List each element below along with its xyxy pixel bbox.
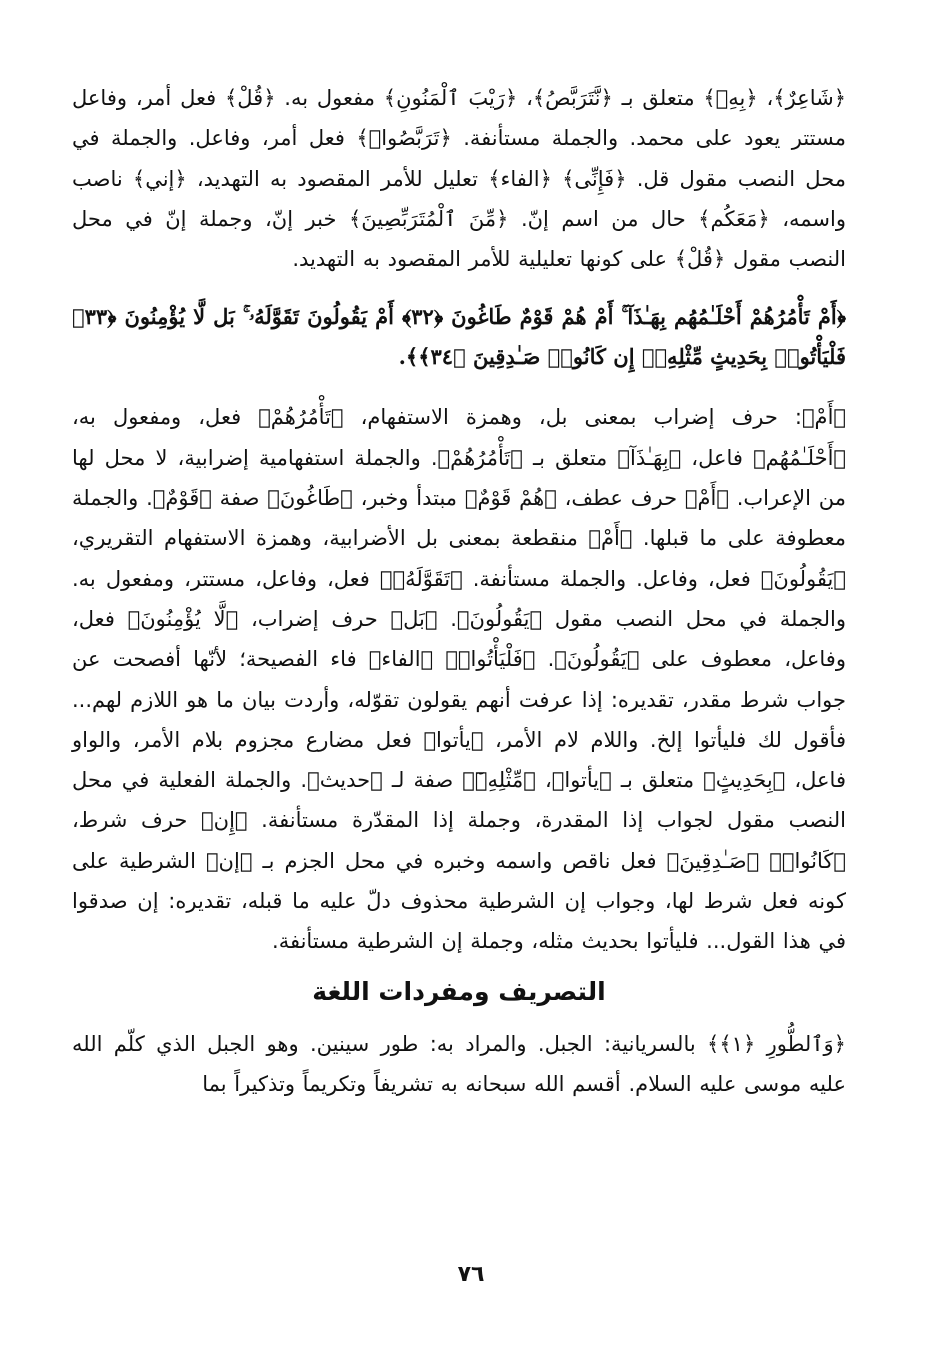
section-heading: التصريف ومفردات اللغة xyxy=(312,976,606,1006)
grammar-paragraph-2: ﴿أَمْ﴾: حرف إضراب بمعنى بل، وهمزة الاستفهام، ﴿تَأْمُرُهُمْ﴾ فعل، ومفعول به، ﴿أَحْلَـٰمُهُم﴾ فاعل، ﴿بِهَـٰذَآ﴾ متعلق بـ ﴿تَأْمُرُهُمْ﴾. والجملة استفهامية إضرابية، لا محل لها من الإعراب. ﴿أَمْ﴾ حرف عطف، ﴿هُمْ قَوْمٌ﴾ مبتدأ وخبر، ﴿طَاغُونَ﴾ صفة ﴿قَوْمٌ﴾. والجملة معطوفة على ما قبلها. ﴿أَمْ﴾ منقطعة بمعنى بل الأضرابية، وهمزة الاستفهام التقريري، ﴿يَقُولُونَ﴾ فعل، وفاعل. والجملة مستأنفة. ﴿تَقَوَّلَهُۥ﴾ فعل، وفاعل، مستتر، ومفعول به. والجملة في محل النصب مقول ﴿يَقُولُونَ﴾. ﴿بَل﴾ حرف إضراب، ﴿لَّا يُؤْمِنُونَ﴾ فعل، وفاعل، معطوف على ﴿يَقُولُونَ﴾. ﴿فَلْيَأْتُوا۟﴾ ﴿الفاء﴾ فاء الفصيحة؛ لأنّها أفصحت عن جواب شرط مقدر، تقديره: إذا عرفت أنهم يقولون تقوّله، وأردت بيان ما هو اللازم لهم... فأقول لك فليأتوا إلخ. واللام لام الأمر، ﴿يأتوا﴾ فعل مضارع مجزوم بلام الأمر، والواو فاعل، ﴿بِحَدِيثٍ﴾ متعلق بـ ﴿يأتوا﴾، ﴿مِّثْلِهِۦٓ﴾ صفة لـ ﴿حديث﴾. والجملة الفعلية في محل النصب مقول لجواب إذا المقدرة، وجملة إذا المقدّرة مستأنفة. ﴿إِن﴾ حرف شرط، ﴿كَانُوا۟﴾ ﴿صَـٰدِقِينَ﴾ فعل ناقص واسمه وخبره في محل الجزم بـ ﴿إن﴾ الشرطية على كونه فعل شرط لها، وجواب إن الشرطية محذوف دلّ عليه ما قبله، تقديره: إن صدقوا في هذا القول... فليأتوا بحديث مثله، وجملة إن الشرطية مستأنفة. xyxy=(72,405,846,954)
grammar-paragraph-1: ﴿شَاعِرٌ﴾، ﴿بِهِۦ﴾ متعلق بـ ﴿نَّتَرَبَّصُ﴾، ﴿رَيْبَ ٱلْمَنُونِ﴾ مفعول به. ﴿قُلْ﴾ فعل أمر، وفاعل مستتر يعود على محمد. والجملة مستأنفة. ﴿تَرَبَّصُوا۟﴾ فعل أمر، وفاعل. والجملة في محل النصب مقول قل. ﴿فَإِنِّى﴾ ﴿الفاء﴾ تعليل للأمر المقصود به التهديد، ﴿إني﴾ ناصب واسمه، ﴿مَعَكُم﴾ حال من اسم إنّ. ﴿مِّنَ ٱلْمُتَرَبِّصِينَ﴾ خبر إنّ، وجملة إنّ في محل النصب مقول ﴿قُلْ﴾ على كونها تعليلية للأمر المقصود به التهديد. xyxy=(72,86,846,272)
page-body xyxy=(72,78,846,1304)
morphology-paragraph: ﴿وَٱلطُّورِ ﴿١﴾﴾ بالسريانية: الجبل. والمراد به: طور سينين. وهو الجبل الذي كلّم الله عليه موسى عليه السلام. أقسم الله سبحانه به تشريفاً وتكريماً وتذكيراً بما xyxy=(72,1031,846,1096)
page-number: ٧٦ xyxy=(457,1262,485,1287)
quran-verse: ﴿أَمْ تَأْمُرُهُمْ أَحْلَـٰمُهُم بِهَـٰذَآ ۚ أَمْ هُمْ قَوْمٌ طَاغُونَ ﴿٣٢﴾ أَمْ يَقُولُونَ تَقَوَّلَهُۥ ۚ بَل لَّا يُؤْمِنُونَ ﴿٣٣﴾ فَلْيَأْتُوا۟ بِحَدِيثٍ مِّثْلِهِۦٓ إِن كَانُوا۟ صَـٰدِقِينَ ﴿٣٤﴾﴾. xyxy=(72,304,847,370)
